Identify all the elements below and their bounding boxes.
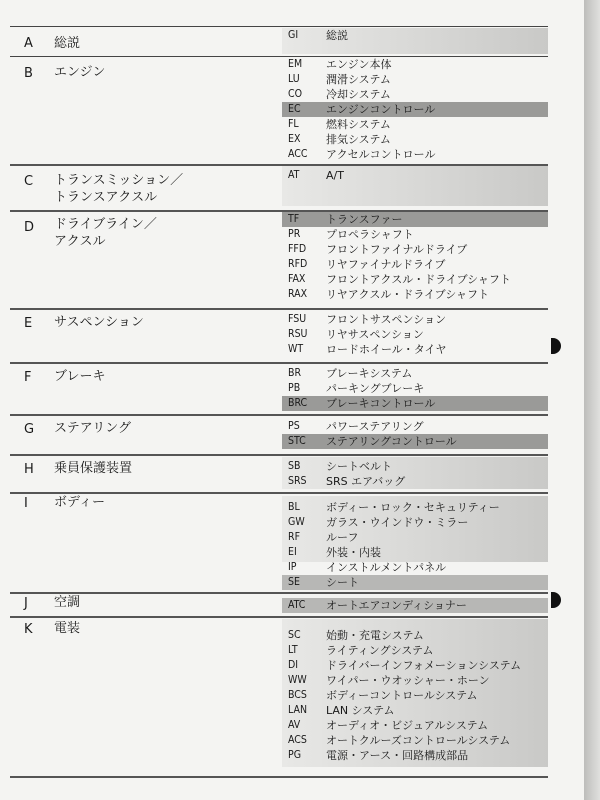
item-code: TF (288, 213, 300, 225)
item-name: 外装・内装 (326, 546, 381, 559)
section-title: 乗員保護装置 (54, 461, 133, 476)
section-title: ドライブライン／ アクスル (54, 217, 157, 249)
section-letter: G (24, 422, 35, 437)
item-name: ボディーコントロールシステム (326, 689, 478, 702)
section-letter: E (24, 316, 33, 331)
index-item[interactable] (282, 628, 548, 643)
index-item[interactable] (282, 28, 548, 43)
section-f (0, 362, 584, 416)
section-a (0, 26, 584, 56)
section-h (0, 454, 584, 490)
item-code: PS (288, 420, 300, 432)
index-item-highlighted[interactable] (282, 598, 548, 613)
index-item[interactable] (282, 718, 548, 733)
item-code: BRC (288, 397, 308, 409)
item-code: FAX (288, 273, 306, 285)
index-item-highlighted[interactable] (282, 575, 548, 590)
index-item[interactable] (282, 658, 548, 673)
item-name: 冷却システム (326, 88, 391, 101)
item-code: BR (288, 367, 302, 379)
item-name: ドライバーインフォメーションシステム (326, 659, 522, 672)
item-name: オートエアコンディショナー (326, 599, 467, 612)
section-divider (10, 454, 548, 456)
page-spine (584, 0, 600, 800)
section-letter: A (24, 36, 33, 51)
item-code: ATC (288, 599, 306, 611)
item-name: 潤滑システム (326, 73, 391, 86)
section-divider (10, 308, 548, 310)
section-c (0, 164, 584, 208)
index-item[interactable] (282, 147, 548, 162)
section-divider (10, 362, 548, 364)
index-item[interactable] (282, 117, 548, 132)
item-code: EM (288, 58, 303, 70)
item-name: ボディー・ロック・セキュリティー (326, 501, 500, 514)
section-j (0, 592, 584, 616)
item-code: RSU (288, 328, 308, 340)
item-name: ワイパー・ウオッシャー・ホーン (326, 674, 490, 687)
item-code: AT (288, 169, 300, 181)
section-g (0, 414, 584, 452)
item-code: EC (288, 103, 301, 115)
section-title: ボディー (54, 495, 105, 510)
section-letter: B (24, 66, 33, 81)
section-title: ブレーキ (54, 369, 106, 384)
item-name: オーディオ・ビジュアルシステム (326, 719, 489, 732)
section-i (0, 492, 584, 590)
item-name: シートベルト (326, 460, 392, 473)
item-name: フロントアクスル・ドライブシャフト (326, 273, 511, 286)
index-item[interactable] (282, 57, 548, 72)
item-name: フロントファイナルドライブ (326, 243, 468, 256)
item-name: リヤアクスル・ドライブシャフト (326, 288, 490, 301)
item-code: RAX (288, 288, 308, 300)
item-code: LU (288, 73, 300, 85)
item-code: FFD (288, 243, 307, 255)
item-name: 排気システム (326, 133, 391, 146)
index-item[interactable] (282, 272, 548, 287)
section-divider (10, 616, 548, 618)
index-item[interactable] (282, 312, 548, 327)
index-item[interactable] (282, 72, 548, 87)
section-title: エンジン (54, 65, 106, 80)
section-letter: D (24, 220, 35, 235)
item-code: LT (288, 644, 298, 656)
item-name: インストルメントパネル (326, 561, 447, 574)
item-code: BCS (288, 689, 307, 701)
index-item[interactable] (282, 132, 548, 147)
item-name: ライティングシステム (326, 644, 434, 657)
index-item[interactable] (282, 168, 548, 183)
section-letter: I (24, 496, 28, 511)
section-divider (10, 26, 548, 27)
item-code: SRS (288, 475, 307, 487)
item-code: EI (288, 546, 297, 558)
section-title: サスペンション (54, 315, 144, 330)
index-item-highlighted[interactable] (282, 396, 548, 411)
index-item-highlighted[interactable] (282, 434, 548, 449)
section-d (0, 210, 584, 308)
item-name: パワーステアリング (326, 420, 424, 433)
section-divider (10, 592, 548, 594)
item-name: エンジン本体 (326, 58, 392, 71)
item-name: パーキングブレーキ (326, 382, 425, 395)
index-item[interactable] (282, 515, 548, 530)
item-name: ステアリングコントロール (326, 435, 457, 448)
index-item[interactable] (282, 530, 548, 545)
section-title: 電装 (54, 621, 81, 636)
index-item[interactable] (282, 459, 548, 474)
item-code: IP (288, 561, 297, 573)
index-item[interactable] (282, 227, 548, 242)
item-name: ルーフ (326, 531, 359, 544)
index-item[interactable] (282, 560, 548, 575)
section-title: 空調 (54, 595, 81, 610)
item-name: SRS エアバッグ (326, 475, 406, 488)
bottom-divider (0, 776, 584, 778)
item-name: ロードホイール・タイヤ (326, 343, 447, 356)
section-b (0, 56, 584, 160)
item-code: DI (288, 659, 299, 671)
item-code: PR (288, 228, 301, 240)
section-letter: J (24, 596, 28, 611)
section-divider (10, 414, 548, 416)
item-code: STC (288, 435, 306, 447)
item-name: ガラス・ウインドウ・ミラー (326, 516, 469, 529)
item-name: 電源・アース・回路構成部品 (326, 749, 469, 762)
item-name: シート (326, 576, 359, 589)
index-item[interactable] (282, 733, 548, 748)
item-code: LAN (288, 704, 308, 716)
item-code: FL (288, 118, 299, 130)
item-code: FSU (288, 313, 307, 325)
item-code: SB (288, 460, 301, 472)
section-letter: F (24, 370, 32, 385)
item-code: AV (288, 719, 301, 731)
index-item[interactable] (282, 327, 548, 342)
section-letter: H (24, 462, 34, 477)
section-divider (10, 776, 548, 778)
item-code: RFD (288, 258, 308, 270)
index-item[interactable] (282, 242, 548, 257)
item-name: 総説 (326, 29, 348, 42)
item-name: オートクルーズコントロールシステム (326, 734, 511, 747)
item-name: トランスファー (326, 213, 403, 226)
item-name: エンジンコントロール (326, 103, 436, 116)
index-item[interactable] (282, 643, 548, 658)
item-name: リヤサスペンション (326, 328, 424, 341)
index-item[interactable] (282, 688, 548, 703)
item-code: SC (288, 629, 301, 641)
section-letter: C (24, 174, 34, 189)
index-item[interactable] (282, 257, 548, 272)
index-item-highlighted[interactable] (282, 212, 548, 227)
item-code: RF (288, 531, 300, 543)
item-name: プロペラシャフト (326, 228, 414, 241)
index-item[interactable] (282, 545, 548, 560)
section-title: ステアリング (54, 421, 131, 436)
index-item[interactable] (282, 748, 548, 763)
section-k (0, 616, 584, 776)
index-item[interactable] (282, 673, 548, 688)
section-title: 総説 (54, 36, 81, 51)
section-letter: K (24, 622, 33, 637)
item-code: SE (288, 576, 300, 588)
index-item-highlighted[interactable] (282, 102, 548, 117)
index-item[interactable] (282, 419, 548, 434)
item-name: リヤファイナルドライブ (326, 258, 446, 271)
item-name: フロントサスペンション (326, 313, 447, 326)
index-item[interactable] (282, 287, 548, 302)
item-name: ブレーキシステム (326, 367, 413, 380)
item-code: GI (288, 29, 299, 41)
item-code: GW (288, 516, 305, 528)
item-code: ACC (288, 148, 308, 160)
item-code: EX (288, 133, 301, 145)
index-item[interactable] (282, 474, 548, 489)
item-name: ブレーキコントロール (326, 397, 436, 410)
item-name: 燃料システム (326, 118, 391, 131)
item-code: ACS (288, 734, 307, 746)
item-code: WW (288, 674, 307, 686)
item-name: 始動・充電システム (326, 629, 424, 642)
item-name: LAN システム (326, 704, 395, 717)
item-code: PB (288, 382, 301, 394)
section-e (0, 308, 584, 364)
index-item[interactable] (282, 87, 548, 102)
index-item[interactable] (282, 366, 548, 381)
index-item[interactable] (282, 381, 548, 396)
item-name: A/T (326, 169, 344, 182)
item-code: BL (288, 501, 300, 513)
index-item[interactable] (282, 500, 548, 515)
index-item[interactable] (282, 342, 548, 357)
index-item[interactable] (282, 703, 548, 718)
item-code: WT (288, 343, 304, 355)
section-title: トランスミッション／ トランスアクスル (54, 173, 184, 205)
item-name: アクセルコントロール (326, 148, 436, 161)
item-code: PG (288, 749, 302, 761)
item-code: CO (288, 88, 303, 100)
